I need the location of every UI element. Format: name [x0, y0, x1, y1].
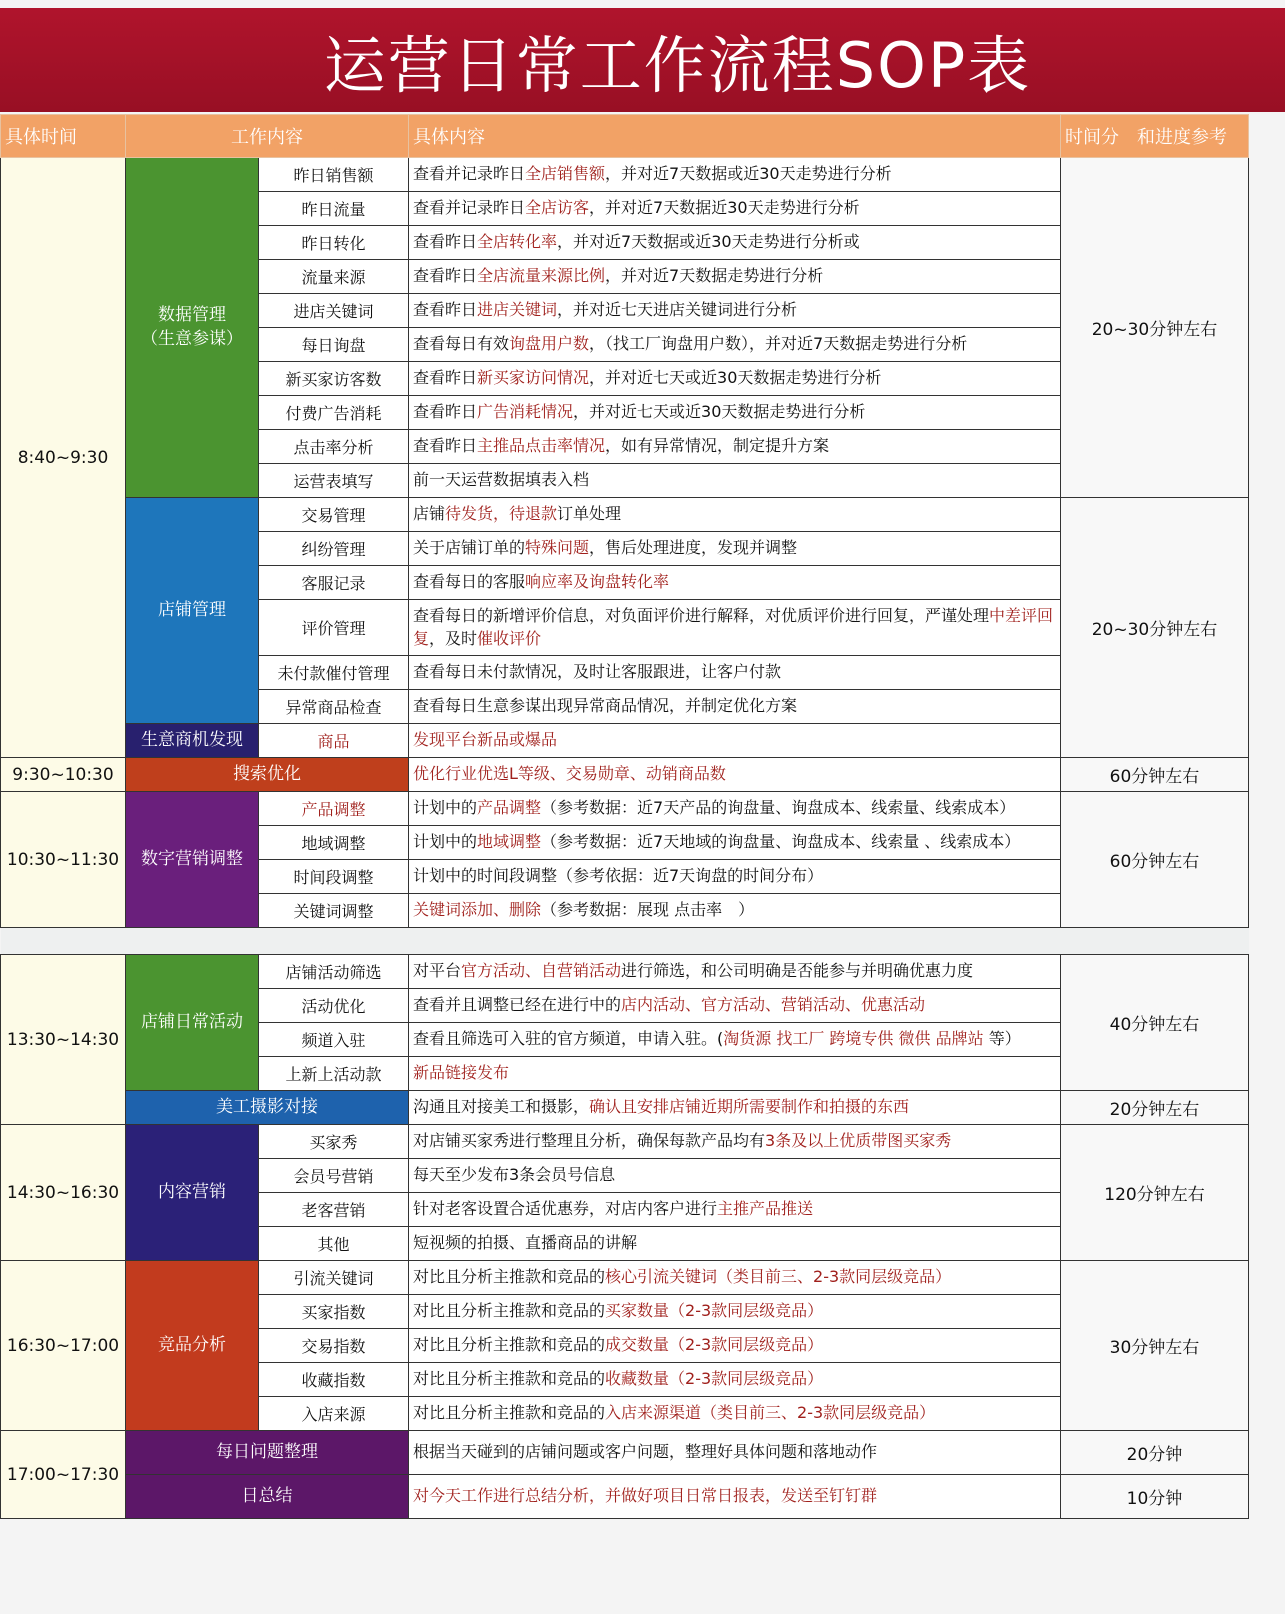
- item-cell: 纠纷管理: [259, 532, 409, 566]
- item-cell: 会员号营销: [259, 1159, 409, 1193]
- table-row: [1, 1431, 1249, 1475]
- category-cell: 日总结: [126, 1475, 409, 1519]
- content-text: 查看并且调整已经在进行中的: [413, 995, 622, 1015]
- content-cell: [409, 1329, 1061, 1363]
- highlight-text: 核心引流关键词（类目前三、2-3款同层级竞品）: [605, 1267, 952, 1287]
- content-cell: [409, 1193, 1061, 1227]
- highlight-text: 催收评价: [477, 628, 542, 648]
- item-cell: 流量来源: [259, 260, 409, 294]
- content-text: 对比且分析主推款和竞品的: [413, 1335, 606, 1355]
- content-text: 查看每日未付款情况，及时让客服跟进，让客户付款: [413, 662, 782, 682]
- time-slot: 17:00~17:30: [1, 1431, 126, 1519]
- content-text: 查看并记录昨日: [413, 164, 526, 184]
- highlight-text: 优化行业优选L等级、交易勋章、动销商品数: [413, 764, 726, 784]
- content-text: 店铺: [413, 504, 446, 524]
- content-text: 进行筛选，和公司明确是否能参与并明确优惠力度: [621, 961, 974, 981]
- content-text: 查看昨日: [413, 436, 478, 456]
- duration-cell: 20~30分钟左右: [1061, 498, 1249, 758]
- content-cell: [409, 955, 1061, 989]
- item-cell: 昨日流量: [259, 192, 409, 226]
- content-cell: [409, 989, 1061, 1023]
- content-text: 查看昨日: [413, 232, 478, 252]
- table-row: [1, 498, 1249, 532]
- title-banner: [0, 8, 1285, 112]
- item-cell: 时间段调整: [259, 860, 409, 894]
- item-cell: 昨日转化: [259, 226, 409, 260]
- content-cell: [409, 532, 1061, 566]
- duration-cell: 20分钟: [1061, 1431, 1249, 1475]
- time-slot: 10:30~11:30: [1, 792, 126, 928]
- time-slot: 9:30~10:30: [1, 758, 126, 792]
- category-cell: 生意商机发现: [126, 724, 259, 758]
- category-cell: 每日问题整理: [126, 1431, 409, 1475]
- table-row: [1, 158, 1249, 192]
- duration-cell: 20~30分钟左右: [1061, 158, 1249, 498]
- item-cell: 店铺活动筛选: [259, 955, 409, 989]
- content-cell: [409, 1475, 1061, 1519]
- item-cell: 产品调整: [259, 792, 409, 826]
- highlight-text: 对今天工作进行总结分析，并做好项目日常日报表，: [413, 1486, 782, 1506]
- category-cell: 数字营销调整: [126, 792, 259, 928]
- content-text: （参考数据：展现 点击率 ）: [541, 900, 755, 920]
- table-row: [1, 1091, 1249, 1125]
- content-cell: [409, 860, 1061, 894]
- time-slot: 8:40~9:30: [1, 158, 126, 758]
- item-cell: 付费广告消耗: [259, 396, 409, 430]
- content-cell: [409, 192, 1061, 226]
- highlight-text: 成交数量（2-3款同层级竞品）: [605, 1335, 824, 1355]
- content-text: ，并对近7天数据或近30天走势进行分析: [605, 164, 892, 184]
- highlight-text: 进店关键词: [477, 300, 558, 320]
- header-work: 工作内容: [126, 115, 409, 158]
- content-text: 等）: [983, 1029, 1021, 1049]
- item-cell: 老客营销: [259, 1193, 409, 1227]
- header-content: 具体内容: [409, 115, 1061, 158]
- item-cell: 上新上活动款: [259, 1057, 409, 1091]
- content-text: 订单处理: [557, 504, 622, 524]
- highlight-text: 发送至钉钉群: [781, 1486, 878, 1506]
- content-cell: [409, 158, 1061, 192]
- content-cell: [409, 1227, 1061, 1261]
- content-text: 查看昨日: [413, 402, 478, 422]
- content-cell: [409, 566, 1061, 600]
- duration-cell: 60分钟左右: [1061, 792, 1249, 928]
- content-cell: [409, 260, 1061, 294]
- header-duration: 时间分 和进度参考: [1061, 115, 1249, 158]
- content-cell: [409, 396, 1061, 430]
- content-text: 查看且筛选可入驻的官方频道，申请入驻。(: [413, 1029, 724, 1049]
- content-text: 计划中的时间段调整（参考依据：近7天询盘的时间分布）: [413, 866, 824, 886]
- content-cell: [409, 1295, 1061, 1329]
- highlight-text: 广告消耗情况: [477, 402, 574, 422]
- item-cell: 买家秀: [259, 1125, 409, 1159]
- content-text: 查看昨日: [413, 300, 478, 320]
- highlight-text: 3条及以上优质带图买家秀: [765, 1131, 952, 1151]
- content-cell: [409, 328, 1061, 362]
- sop-table: [0, 114, 1249, 1519]
- item-cell: 交易管理: [259, 498, 409, 532]
- gap-cell: [1, 928, 1249, 955]
- content-text: ，并对近7天数据或近30天走势进行分析或: [557, 232, 860, 252]
- highlight-text: 特殊问题: [525, 538, 590, 558]
- highlight-text: 产品调整: [477, 798, 542, 818]
- content-text: 查看每日有效: [413, 334, 510, 354]
- time-slot: 14:30~16:30: [1, 1125, 126, 1261]
- highlight-text: 新买家访问情况: [477, 368, 590, 388]
- highlight-text: 主推品点击率情况: [477, 436, 606, 456]
- item-cell: 评价管理: [259, 600, 409, 656]
- highlight-text: 店内活动、官方活动、营销活动、优惠活动: [621, 995, 926, 1015]
- content-text: 根据当天碰到的店铺问题或客户问题，整理好具体问题和落地动作: [413, 1442, 878, 1462]
- item-cell: 异常商品检查: [259, 690, 409, 724]
- category-cell: 竞品分析: [126, 1261, 259, 1431]
- highlight-text: 新品链接发布: [413, 1063, 510, 1083]
- content-text: 对比且分析主推款和竞品的: [413, 1369, 606, 1389]
- table-row: [1, 1475, 1249, 1519]
- item-cell: 其他: [259, 1227, 409, 1261]
- content-cell: [409, 362, 1061, 396]
- table-row: [1, 758, 1249, 792]
- highlight-text: 淘货源 找工厂 跨境专供 微供 品牌站: [723, 1029, 984, 1049]
- duration-cell: 60分钟左右: [1061, 758, 1249, 792]
- highlight-text: 全店流量来源比例: [477, 266, 606, 286]
- content-cell: [409, 294, 1061, 328]
- item-cell: 进店关键词: [259, 294, 409, 328]
- content-cell: [409, 1023, 1061, 1057]
- content-cell: [409, 690, 1061, 724]
- content-text: 查看并记录昨日: [413, 198, 526, 218]
- highlight-text: 发现平台新品或爆品: [413, 730, 558, 750]
- content-cell: [409, 826, 1061, 860]
- content-cell: [409, 1431, 1061, 1475]
- content-cell: [409, 226, 1061, 260]
- highlight-text: 买家数量（2-3款同层级竞品）: [605, 1301, 824, 1321]
- table-row: [1, 955, 1249, 989]
- content-text: ，售后处理进度，发现并调整: [589, 538, 798, 558]
- content-text: 每天至少发布3条会员号信息: [413, 1165, 616, 1185]
- content-text: 查看每日生意参谋出现异常商品情况，并制定优化方案: [413, 696, 798, 716]
- item-cell: 点击率分析: [259, 430, 409, 464]
- content-cell: [409, 1363, 1061, 1397]
- item-cell: 未付款催付管理: [259, 656, 409, 690]
- time-slot: 16:30~17:00: [1, 1261, 126, 1431]
- category-cell: 美工摄影对接: [126, 1091, 409, 1125]
- duration-cell: 10分钟: [1061, 1475, 1249, 1519]
- item-cell: 新买家访客数: [259, 362, 409, 396]
- content-text: ，（找工厂询盘用户数），并对近7天数据走势进行分析: [589, 334, 968, 354]
- content-text: ，并对近七天进店关键词进行分析: [557, 300, 798, 320]
- category-cell: 搜索优化: [126, 758, 409, 792]
- content-text: 沟通且对接美工和摄影，: [413, 1097, 590, 1117]
- content-text: 对比且分析主推款和竞品的: [413, 1403, 606, 1423]
- item-cell: 入店来源: [259, 1397, 409, 1431]
- content-text: 针对老客设置合适优惠券，对店内客户进行: [413, 1199, 718, 1219]
- content-text: 计划中的: [413, 832, 478, 852]
- content-text: 计划中的: [413, 798, 478, 818]
- content-text: 短视频的拍摄、直播商品的讲解: [413, 1233, 638, 1253]
- highlight-text: 响应率及询盘转化率: [525, 572, 670, 592]
- content-text: （参考数据：近7天产品的询盘量、询盘成本、线索量、线索成本）: [541, 798, 1016, 818]
- category-cell: 店铺管理: [126, 498, 259, 724]
- item-cell: 每日询盘: [259, 328, 409, 362]
- item-cell: 频道入驻: [259, 1023, 409, 1057]
- table-row: [1, 1261, 1249, 1295]
- content-text: 查看每日的新增评价信息，对负面评价进行解释，对优质评价进行回复，严谨处理: [413, 606, 990, 626]
- content-cell: [409, 1261, 1061, 1295]
- highlight-text: 询盘用户数: [509, 334, 590, 354]
- item-cell: 昨日销售额: [259, 158, 409, 192]
- table-body: [1, 158, 1249, 1519]
- highlight-text: 中差评回复: [413, 606, 1054, 648]
- content-cell: [409, 1125, 1061, 1159]
- item-cell: 运营表填写: [259, 464, 409, 498]
- item-cell: 地域调整: [259, 826, 409, 860]
- content-text: ，及时: [429, 628, 478, 648]
- item-cell: 关键词调整: [259, 894, 409, 928]
- highlight-text: 官方活动、自营销活动: [461, 961, 622, 981]
- item-cell: 引流关键词: [259, 1261, 409, 1295]
- item-cell: 收藏指数: [259, 1363, 409, 1397]
- table-row: [1, 1125, 1249, 1159]
- highlight-text: 收藏数量（2-3款同层级竞品）: [605, 1369, 824, 1389]
- highlight-text: 待发货，待退款: [445, 504, 558, 524]
- duration-cell: 30分钟左右: [1061, 1261, 1249, 1431]
- content-cell: [409, 792, 1061, 826]
- item-cell: 交易指数: [259, 1329, 409, 1363]
- content-cell: [409, 758, 1061, 792]
- highlight-text: 全店销售额: [525, 164, 606, 184]
- header-row: [1, 115, 1249, 158]
- content-text: 对比且分析主推款和竞品的: [413, 1267, 606, 1287]
- content-text: 对比且分析主推款和竞品的: [413, 1301, 606, 1321]
- category-cell: 内容营销: [126, 1125, 259, 1261]
- content-text: 查看每日的客服: [413, 572, 526, 592]
- content-text: ，并对近七天或近30天数据走势进行分析: [589, 368, 882, 388]
- header-time: 具体时间: [1, 115, 126, 158]
- duration-cell: 20分钟左右: [1061, 1091, 1249, 1125]
- duration-cell: 40分钟左右: [1061, 955, 1249, 1091]
- gap-row: [1, 928, 1249, 955]
- content-text: 关于店铺订单的: [413, 538, 526, 558]
- content-cell: [409, 724, 1061, 758]
- content-text: 前一天运营数据填表入档: [413, 470, 590, 490]
- content-cell: [409, 600, 1061, 656]
- table-row: [1, 792, 1249, 826]
- highlight-text: 主推产品推送: [717, 1199, 814, 1219]
- content-text: ，并对近7天数据近30天走势进行分析: [589, 198, 860, 218]
- item-cell: 商品: [259, 724, 409, 758]
- content-cell: [409, 894, 1061, 928]
- content-cell: [409, 430, 1061, 464]
- highlight-text: 入店来源渠道（类目前三、2-3款同层级竞品）: [605, 1403, 936, 1423]
- content-text: 对店铺买家秀进行整理且分析，确保每款产品均有: [413, 1131, 766, 1151]
- item-cell: 客服记录: [259, 566, 409, 600]
- content-cell: [409, 1397, 1061, 1431]
- content-cell: [409, 1091, 1061, 1125]
- content-text: ，并对近7天数据走势进行分析: [605, 266, 824, 286]
- content-text: ，并对近七天或近30天数据走势进行分析: [573, 402, 866, 422]
- content-text: ，如有异常情况，制定提升方案: [605, 436, 830, 456]
- content-text: （参考数据：近7天地域的询盘量、询盘成本、线索量 、线索成本）: [541, 832, 1021, 852]
- content-cell: [409, 1159, 1061, 1193]
- content-cell: [409, 1057, 1061, 1091]
- content-cell: [409, 656, 1061, 690]
- content-text: 对平台: [413, 961, 462, 981]
- category-cell: 店铺日常活动: [126, 955, 259, 1091]
- highlight-text: 确认且安排店铺近期所需要制作和拍摄的东西: [589, 1097, 910, 1117]
- item-cell: 买家指数: [259, 1295, 409, 1329]
- highlight-text: 地域调整: [477, 832, 542, 852]
- highlight-text: 全店转化率: [477, 232, 558, 252]
- content-text: 查看昨日: [413, 266, 478, 286]
- item-cell: 活动优化: [259, 989, 409, 1023]
- content-cell: [409, 464, 1061, 498]
- highlight-text: 关键词添加、删除: [413, 900, 542, 920]
- duration-cell: 120分钟左右: [1061, 1125, 1249, 1261]
- content-text: 查看昨日: [413, 368, 478, 388]
- highlight-text: 全店访客: [525, 198, 590, 218]
- time-slot: 13:30~14:30: [1, 955, 126, 1125]
- page-title: 运营日常工作流程SOP表: [323, 28, 1032, 102]
- content-cell: [409, 498, 1061, 532]
- category-cell: 数据管理 （生意参谋）: [126, 158, 259, 498]
